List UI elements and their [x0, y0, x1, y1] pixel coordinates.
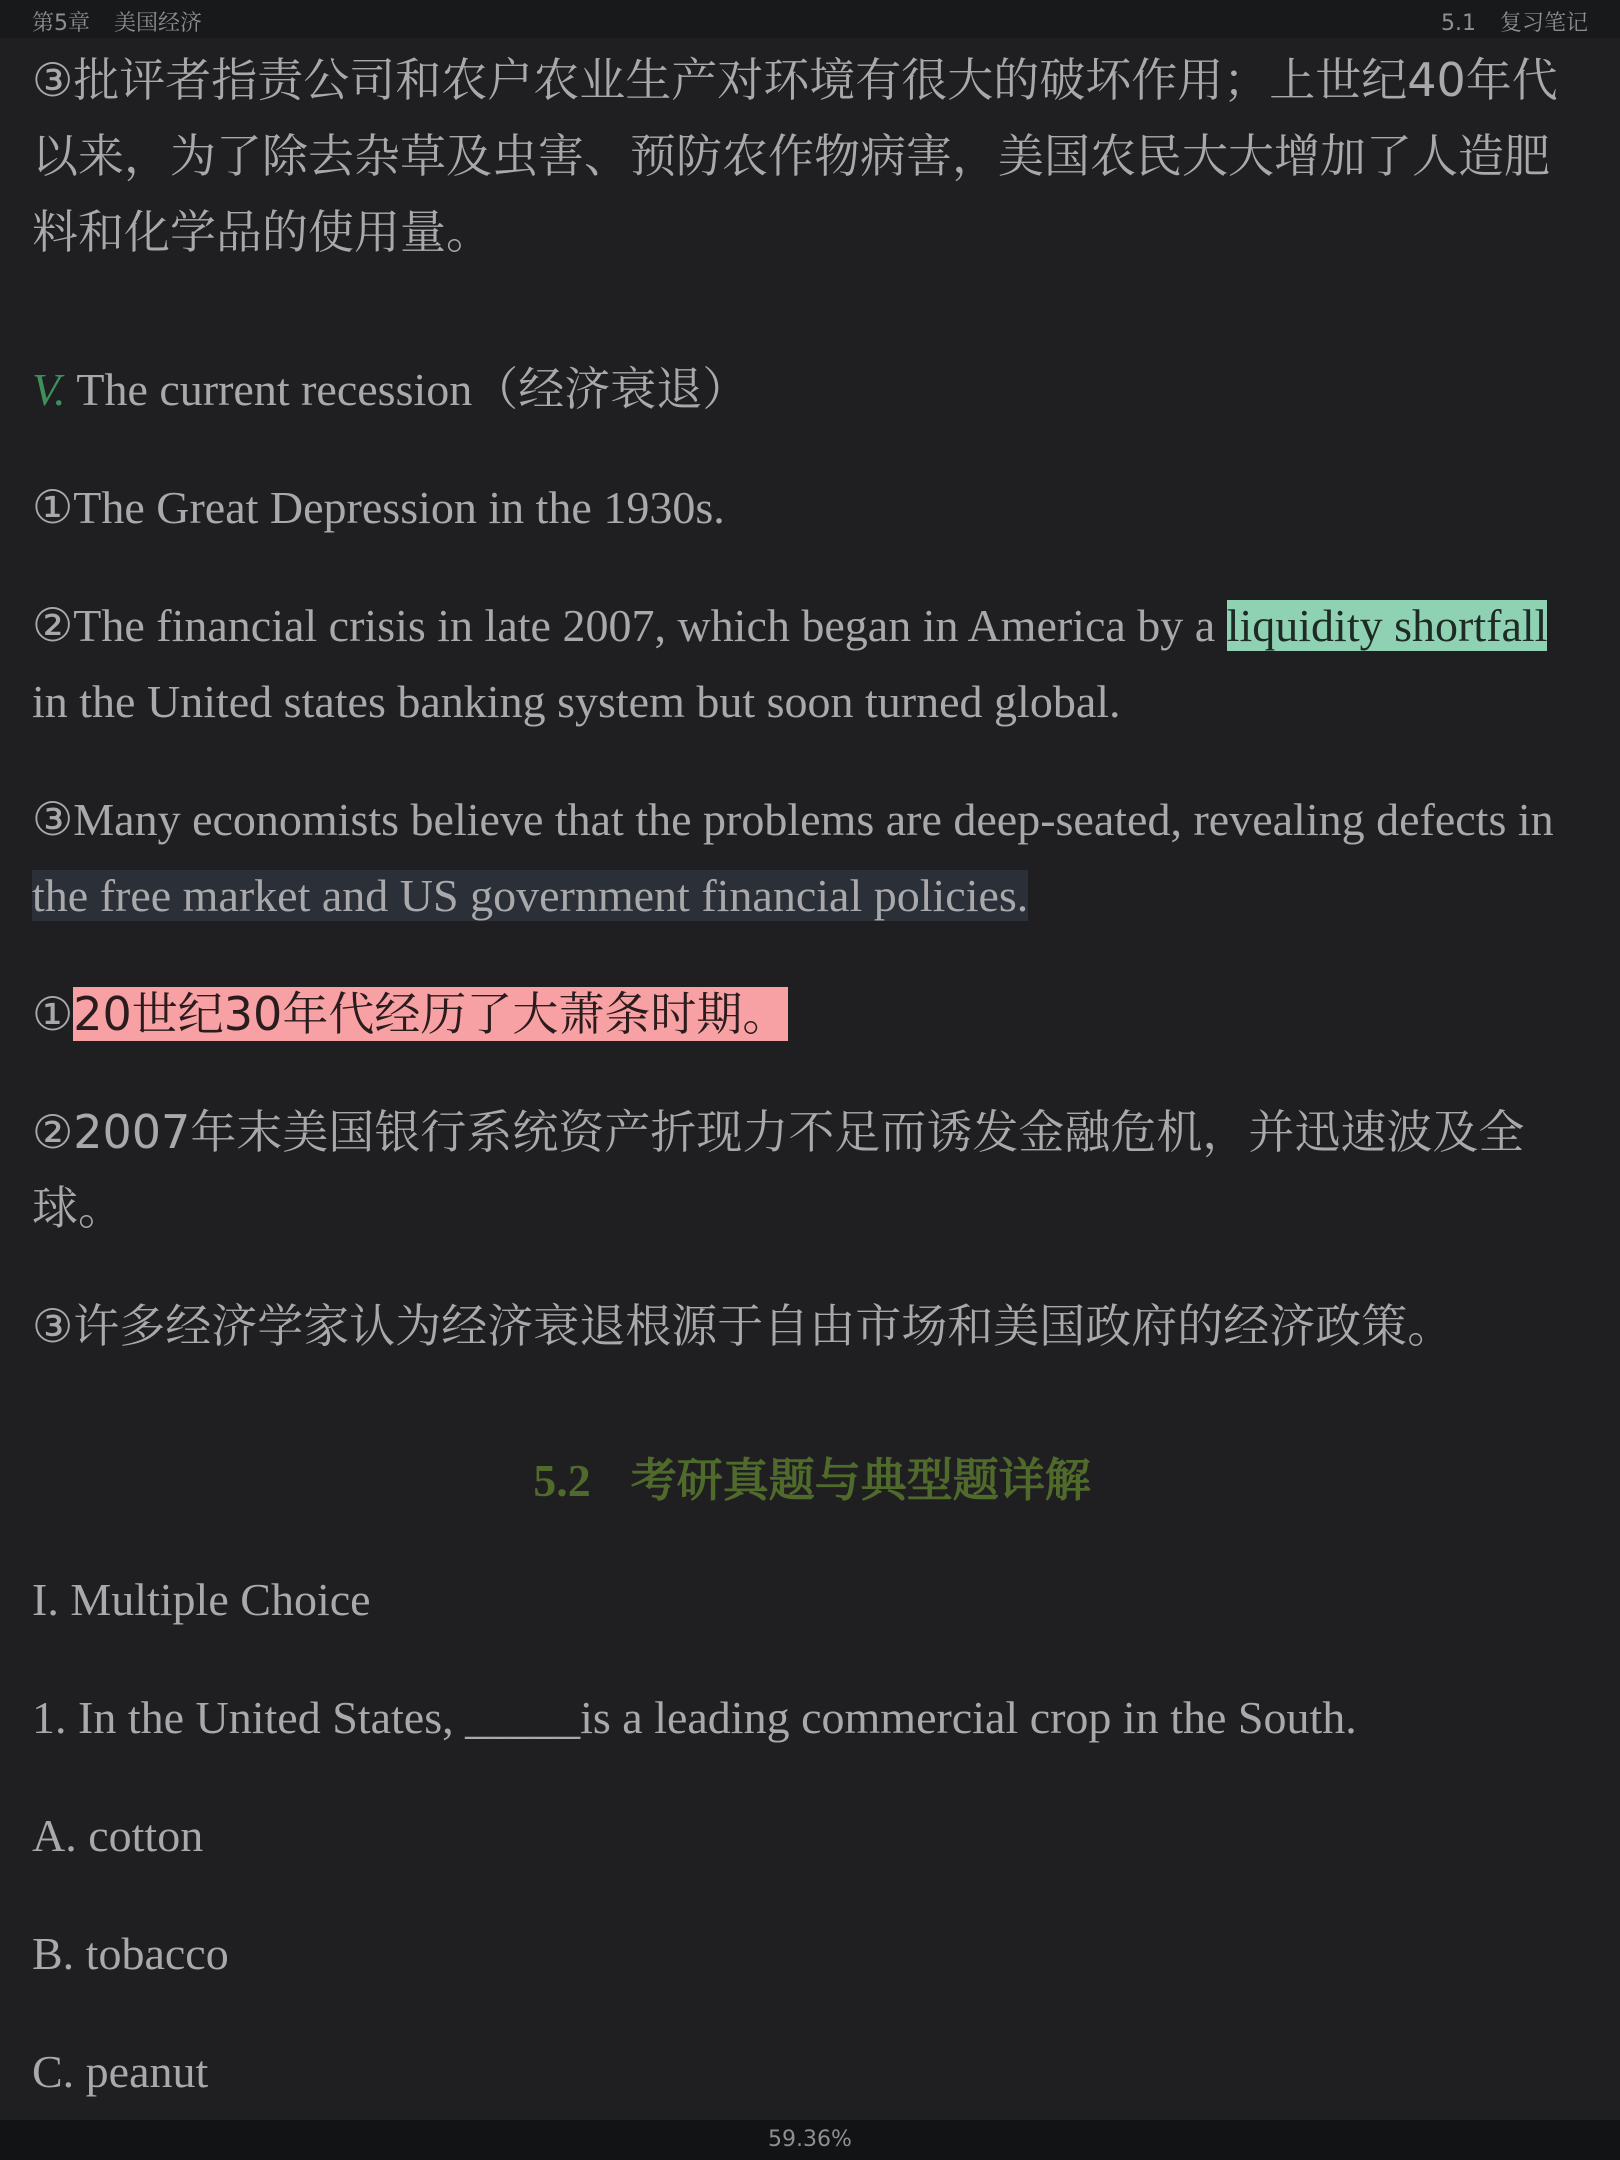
item-prefix: ① [32, 482, 74, 533]
highlight-green[interactable]: liquidity shortfall [1226, 600, 1548, 651]
item-prefix: ① [32, 987, 74, 1041]
option-b[interactable]: B. tobacco [32, 1928, 229, 1979]
en-item-2 [32, 588, 1592, 740]
item-text-after: in the United states banking system but soon turned global. [32, 676, 1121, 727]
highlight-pink[interactable]: 20世纪30年代经历了大萧条时期。 [73, 987, 789, 1041]
section-number: 5.1 [1440, 11, 1476, 36]
reader-header [0, 0, 1620, 38]
roman-numeral: V. [32, 364, 66, 415]
chapter-number: 第5章 [32, 11, 90, 36]
en-item-3 [32, 782, 1592, 934]
zh-item-3 [32, 1288, 1592, 1364]
zh-item-2 [32, 1094, 1592, 1246]
item-prefix: ③ [32, 1299, 74, 1353]
option-c[interactable]: C. peanut [32, 2046, 209, 2097]
highlight-dark[interactable]: the free market and US government financial policies. [32, 870, 1029, 921]
item-text-before: The financial crisis in late 2007, which began in America by a [73, 600, 1227, 651]
en-item-1 [32, 470, 1592, 546]
item-text: 许多经济学家认为经济衰退根源于自由市场和美国政府的经济政策。 [73, 1299, 1454, 1353]
progress-text: 59.36% [768, 2127, 852, 2152]
item-prefix: ③ [32, 794, 74, 845]
chapter-title: 美国经济 [114, 11, 203, 36]
item-prefix: ② [32, 600, 74, 651]
option-a[interactable]: A. cotton [32, 1810, 204, 1861]
item-text: 2007年末美国银行系统资产折现力不足而诱发金融危机，并迅速波及全球。 [32, 1105, 1525, 1235]
item-text: The Great Depression in the 1930s. [73, 482, 725, 533]
section-title: 复习笔记 [1499, 11, 1588, 36]
section-heading [32, 1444, 1592, 1510]
item-prefix: ② [32, 1105, 74, 1159]
progress-bar [0, 2120, 1620, 2160]
paragraph-critics: ③批评者指责公司和农户农业生产对环境有很大的破坏作用；上世纪40年代以来，为了除去杂草及虫害、预防农作物病害，美国农民大大增加了人造肥料和化学品的使用量。 [32, 53, 1558, 259]
recession-title: The current recession（经济衰退） [76, 364, 749, 415]
zh-item-1 [32, 976, 1592, 1052]
chapter-label [32, 6, 202, 37]
section-heading-title: 考研真题与典型题详解 [630, 1455, 1091, 1506]
part-heading: I. Multiple Choice [32, 1574, 371, 1625]
section-label [1441, 6, 1588, 37]
item-text-before: Many economists believe that the problems are deep-seated, revealing defects in [73, 794, 1554, 845]
reading-pane [32, 38, 1592, 2110]
section-heading-number: 5.2 [533, 1455, 591, 1506]
question-1: 1. In the United States, _____is a leading commercial crop in the South. [32, 1692, 1357, 1743]
recession-heading [32, 352, 1592, 428]
